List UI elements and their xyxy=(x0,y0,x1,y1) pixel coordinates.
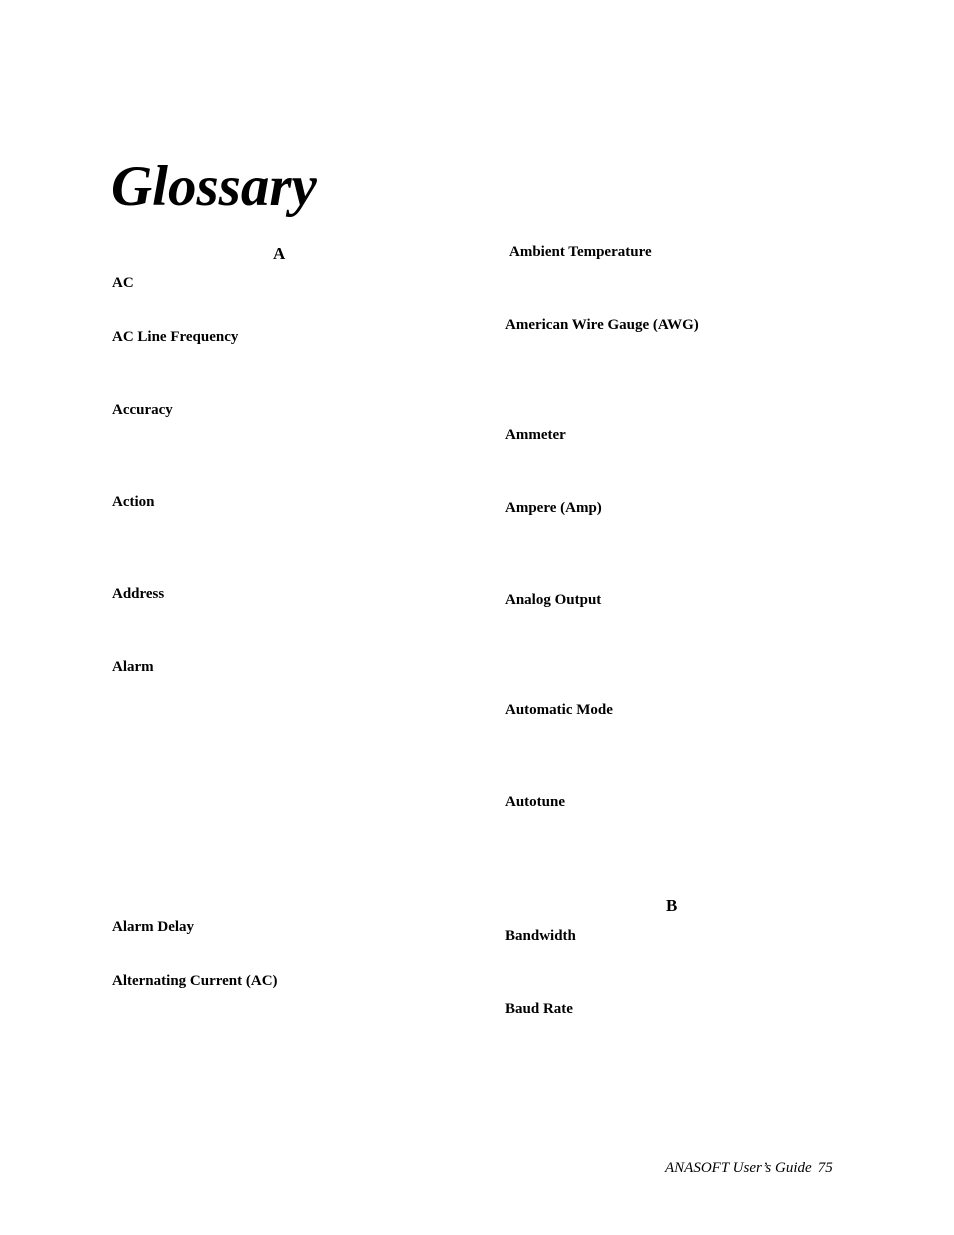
glossary-term-alternating-current: Alternating Current (AC) xyxy=(112,973,278,989)
glossary-term-ampere: Ampere (Amp) xyxy=(505,500,602,516)
glossary-term-ac: AC xyxy=(112,275,134,291)
glossary-term-alarm-delay: Alarm Delay xyxy=(112,919,195,935)
glossary-term-ac-line-frequency: AC Line Frequency xyxy=(112,329,239,345)
glossary-term-ammeter: Ammeter xyxy=(505,427,566,443)
glossary-term-baud-rate: Baud Rate xyxy=(505,1001,573,1017)
glossary-term-automatic-mode: Automatic Mode xyxy=(505,702,613,718)
glossary-term-address: Address xyxy=(112,586,165,602)
glossary-term-autotune: Autotune xyxy=(505,794,566,810)
glossary-term-alarm: Alarm xyxy=(112,659,154,675)
footer-page-number: 75 xyxy=(817,1160,833,1176)
glossary-term-bandwidth: Bandwidth xyxy=(505,928,576,944)
glossary-term-ambient-temperature: Ambient Temperature xyxy=(509,244,652,260)
page-title: Glossary xyxy=(111,155,317,218)
page-footer xyxy=(665,1159,833,1177)
section-letter-b: B xyxy=(666,896,678,915)
glossary-term-analog-output: Analog Output xyxy=(505,592,602,608)
glossary-term-american-wire-gauge: American Wire Gauge (AWG) xyxy=(505,317,699,333)
glossary-term-accuracy: Accuracy xyxy=(112,402,173,418)
section-letter-a: A xyxy=(273,244,286,263)
footer-guide-title: ANASOFT User’s Guide xyxy=(665,1160,812,1176)
glossary-term-action: Action xyxy=(112,494,155,510)
